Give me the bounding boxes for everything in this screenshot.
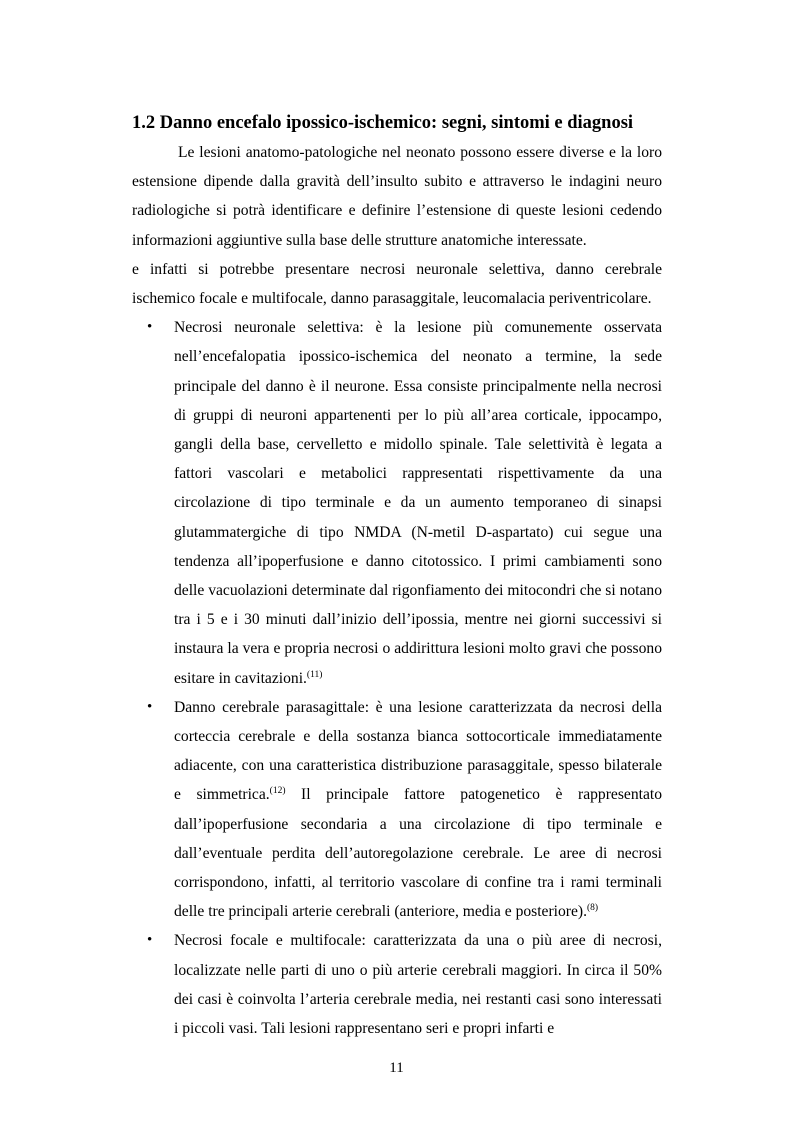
intro-paragraph: Le lesioni anatomo-patologiche nel neonato possono essere diverse e la loro estensione dipende dalla gravità dell’insulto subito e attraverso le indagini neuro radiologiche si potrà identificare e definire l’estensione di queste lesioni cedendo informazioni aggiuntive sulla base delle strutture anatomiche interessate. xyxy=(132,144,662,249)
citation-ref: (8) xyxy=(587,903,599,914)
list-item-text-continued: Il principale fattore patogenetico è rappresentato dall’ipoperfusione secondaria a una circolazione di tipo terminale e dall’eventuale perdita dell’autoregolazione cerebrale. Le aree di necrosi corrispondono, infatti, al territorio vascolare di confine tra i rami terminali delle tre principali arterie cerebrali (anteriore, media e posteriore). xyxy=(174,786,663,921)
list-item-danno-parasagittale xyxy=(132,693,662,927)
list-item-text: Necrosi focale e multifocale: caratterizzata da una o più aree di necrosi, localizzate nelle parti di uno o più arterie cerebrali maggiori. In circa il 50% dei casi è coinvolta l’arteria cerebrale media, nei restanti casi sono interessati i piccoli vasi. Tali lesioni rappresentano seri e propri infarti e xyxy=(174,932,662,1038)
citation-ref: (11) xyxy=(306,669,323,680)
list-item-necrosi-neuronale xyxy=(132,313,662,693)
citation-ref: (12) xyxy=(269,786,286,797)
section-heading: 1.2 Danno encefalo ipossico-ischemico: segni, sintomi e diagnosi xyxy=(132,113,634,133)
bullet-icon: • xyxy=(147,698,153,715)
page-body xyxy=(132,110,662,1043)
page-number: 11 xyxy=(389,1060,404,1076)
intro-paragraph-2: e infatti si potrebbe presentare necrosi neuronale selettiva, danno cerebrale ischemico focale e multifocale, danno parasaggitale, leucomalacia periventricolare. xyxy=(132,260,662,308)
bullet-icon: • xyxy=(147,932,153,949)
list-item-text: Necrosi neuronale selettiva: è la lesione più comunemente osservata nell’encefalopatia ipossico-ischemica del neonato a termine, la sede principale del danno è il neurone. Essa consiste principalmente nella necrosi di gruppi di neuroni appartenenti per lo più all’area corticale, ippocampo, gangli della base, cervelletto e midollo spinale. Tale selettività è legata a fattori vascolari e metabolici rappresentati rispettivamente da una circolazione di tipo terminale e da un aumento temporaneo di sinapsi glutammatergiche di tipo NMDA (N-metil D-aspartato) cui segue una tendenza all’ipoperfusione e danno citotossico. I primi cambiamenti sono delle vacuolazioni determinate dal rigonfiamento dei mitocondri che si notano tra i 5 e i 30 minuti dall’inizio dell’ipossia, mentre nei giorni successivi si instaura la vera e propria necrosi o addirittura lesioni molto gravi che possono esitare in cavitazioni. xyxy=(174,319,663,687)
list-item-necrosi-focale xyxy=(132,926,662,1043)
bullet-icon: • xyxy=(147,319,153,336)
lesion-list xyxy=(132,313,662,1043)
list-item-text: Danno cerebrale parasagittale: è una lesione caratterizzata da necrosi della corteccia cerebrale e della sostanza bianca sottocorticale immediatamente adiacente, con una caratteristica distribuzione parasaggitale, spesso bilaterale e simmetrica. xyxy=(174,698,662,804)
